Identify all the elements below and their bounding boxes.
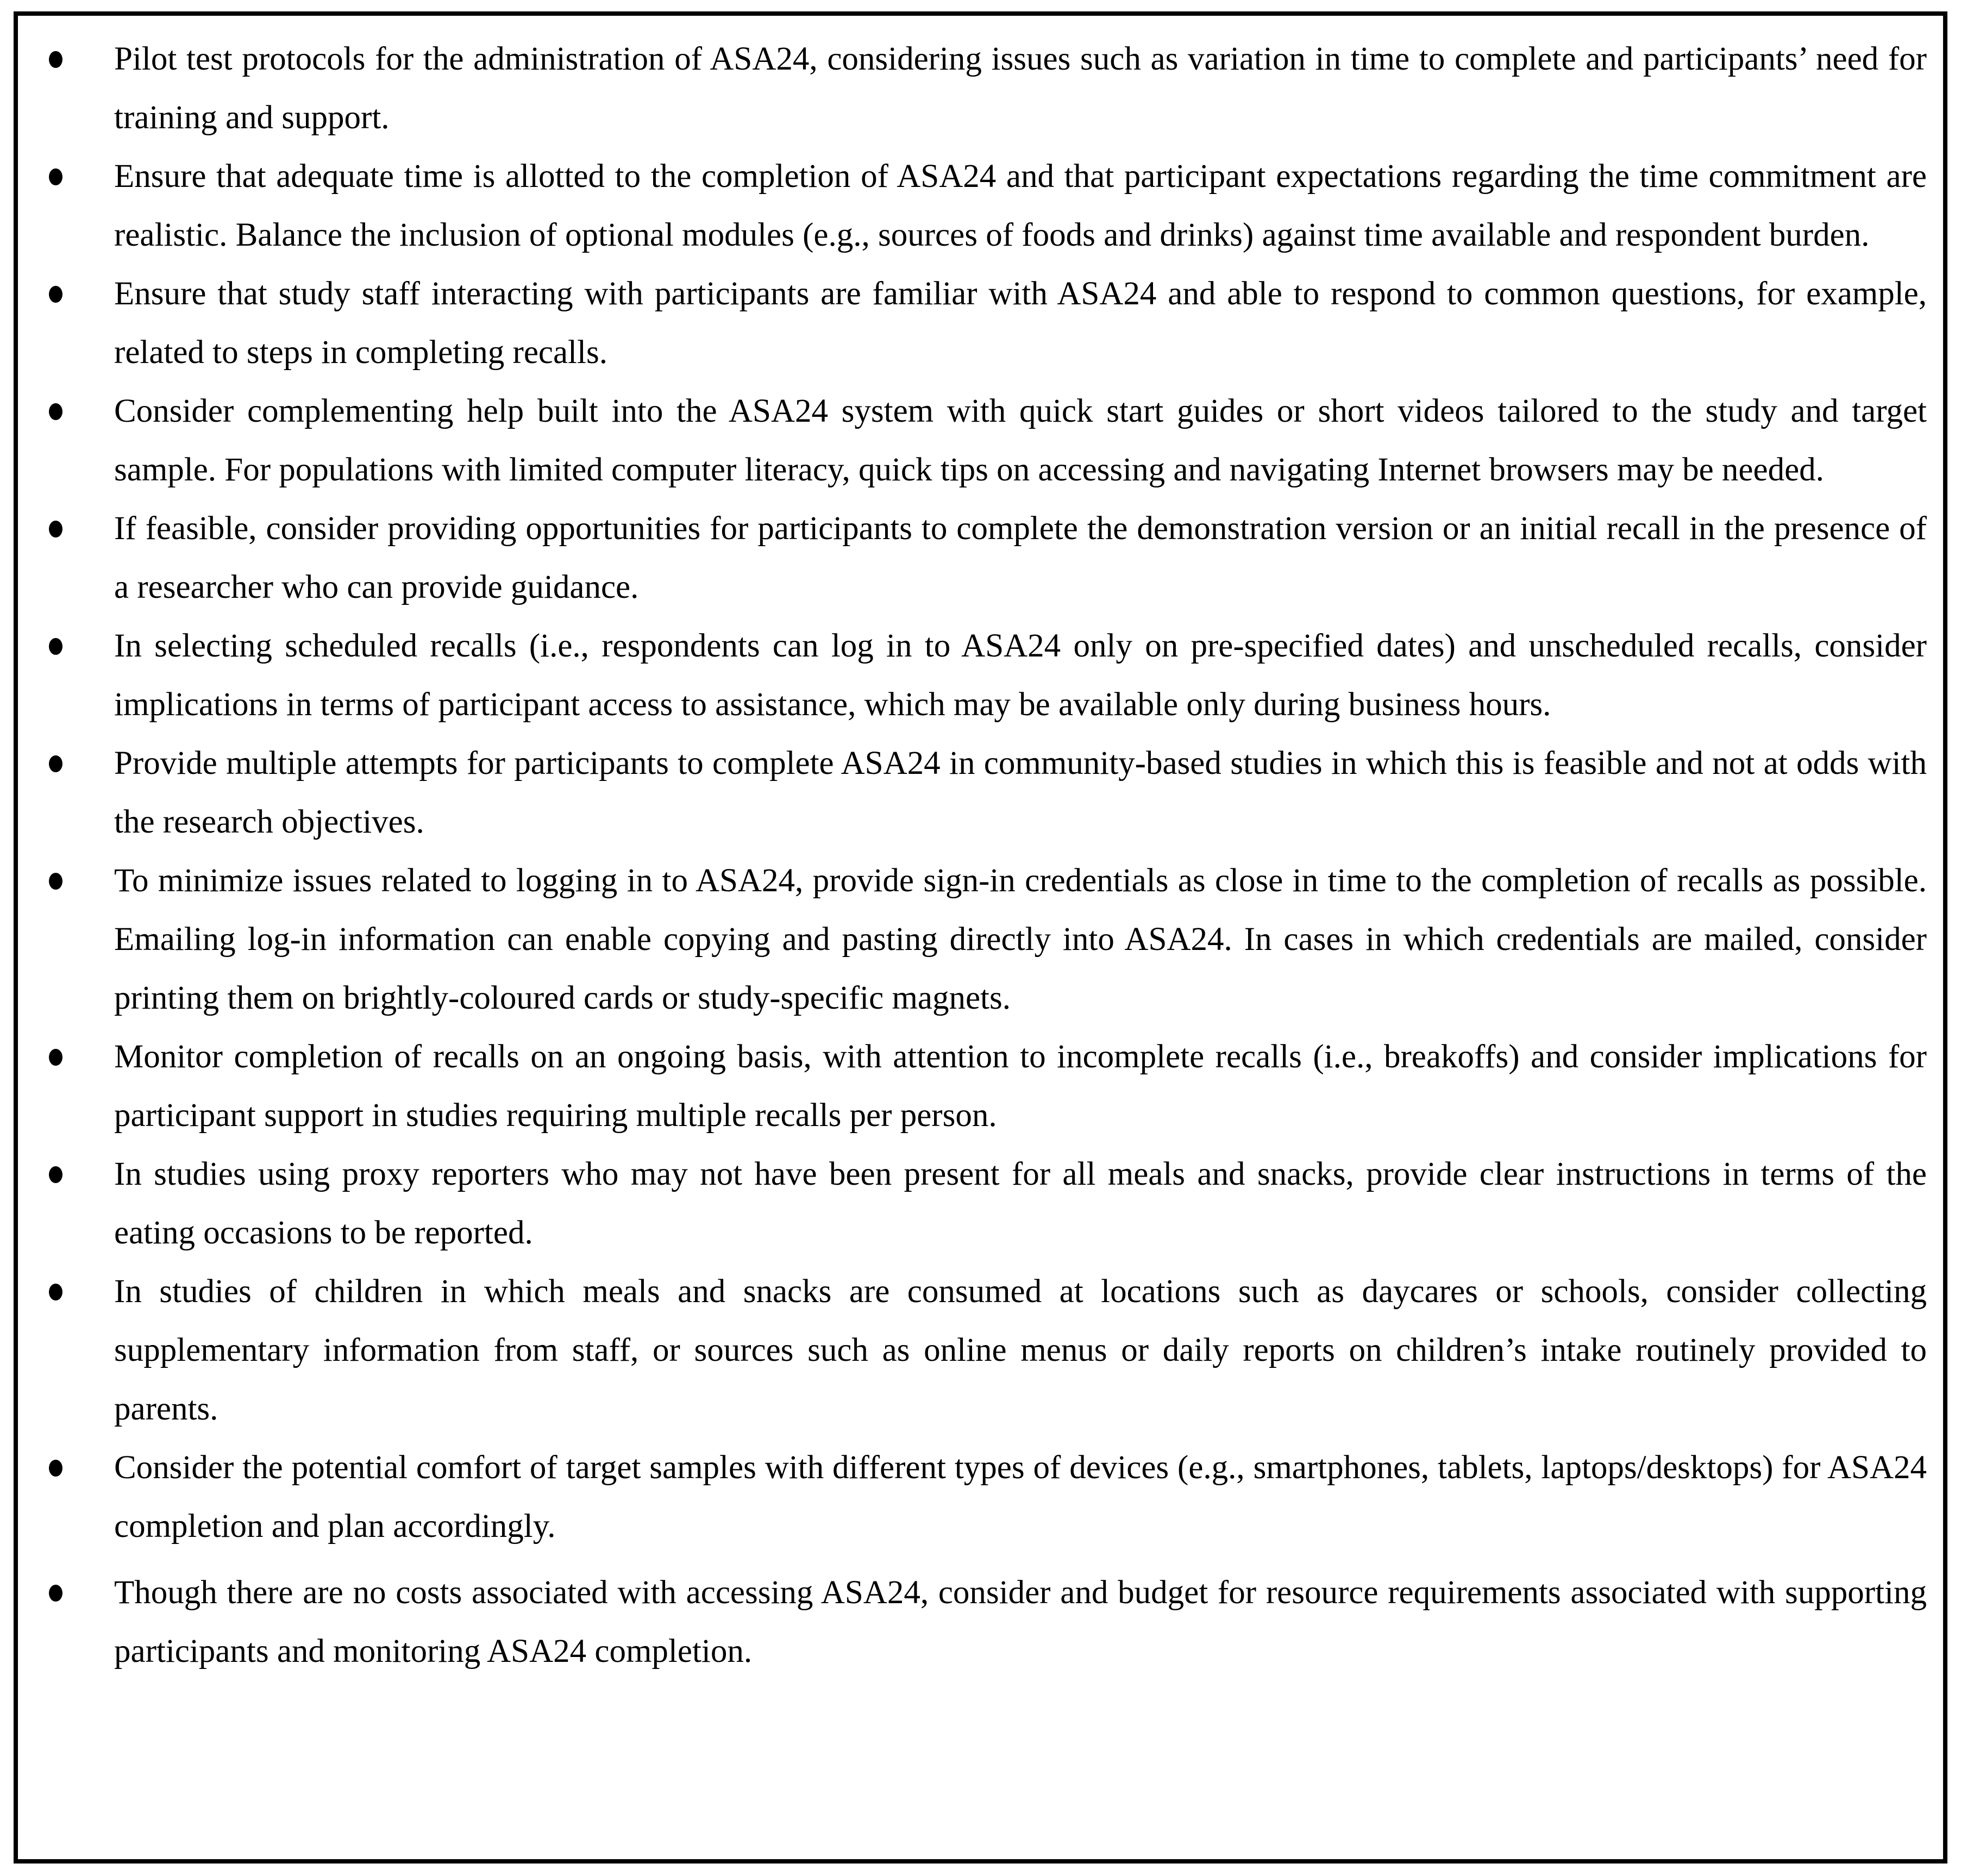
bullet-icon	[49, 1049, 62, 1066]
bullet-icon	[49, 168, 62, 185]
bullet-icon	[49, 1460, 62, 1477]
list-item	[18, 147, 1927, 265]
list-item	[18, 265, 1927, 382]
list-item	[18, 1145, 1927, 1262]
list-item-text: Consider complementing help built into the ASA24 system with quick start guides or short videos tailored to the study and target sample. For populations with limited computer literacy, quick tips on accessing and navigating Internet browsers may be needed.	[114, 393, 1927, 488]
bullet-icon	[49, 286, 62, 303]
bullet-icon	[49, 638, 62, 655]
list-item-text: Though there are no costs associated with accessing ASA24, consider and budget for resource requirements associated with supporting participants and monitoring ASA24 completion.	[114, 1574, 1927, 1669]
list-item	[18, 499, 1927, 617]
list-item	[18, 382, 1927, 499]
list-item-text: In studies of children in which meals and snacks are consumed at locations such as daycares or schools, consider collecting supplementary information from staff, or sources such as online menus or daily reports on children’s intake routinely provided to parents.	[114, 1273, 1927, 1427]
bullet-icon	[49, 1284, 62, 1300]
list-item-text: If feasible, consider providing opportunities for participants to complete the demonstration version or an initial recall in the presence of a researcher who can provide guidance.	[114, 510, 1927, 605]
bullet-icon	[49, 755, 62, 772]
list-item	[18, 1028, 1927, 1145]
bullet-icon	[49, 403, 62, 420]
list-item	[18, 30, 1927, 147]
bullet-icon	[49, 51, 62, 68]
list-item-text: Monitor completion of recalls on an ongoing basis, with attention to incomplete recalls (i.e., breakoffs) and consider implications for participant support in studies requiring multiple recalls per person.	[114, 1039, 1927, 1134]
bullet-list	[18, 30, 1927, 1681]
list-item	[18, 1262, 1927, 1439]
list-item-text: Provide multiple attempts for participants to complete ASA24 in community-based studies in which this is feasible and not at odds with the research objectives.	[114, 745, 1927, 840]
bullet-icon	[49, 1585, 62, 1602]
list-item-text: To minimize issues related to logging in to ASA24, provide sign-in credentials as close in time to the completion of recalls as possible. Emailing log-in information can enable copying and pasting directly into ASA24. In cases in which credentials are mailed, consider printing them on brightly-coloured cards or study-specific magnets.	[114, 862, 1927, 1016]
list-item-text: In studies using proxy reporters who may not have been present for all meals and snacks, provide clear instructions in terms of the eating occasions to be reported.	[114, 1156, 1927, 1251]
list-item-text: Pilot test protocols for the administration of ASA24, considering issues such as variation in time to complete and participants’ need for training and support.	[114, 41, 1927, 136]
list-item	[18, 852, 1927, 1028]
list-item	[18, 734, 1927, 852]
list-item	[18, 617, 1927, 734]
list-item	[18, 1439, 1927, 1556]
list-item-text: Ensure that study staff interacting with participants are familiar with ASA24 and able to respond to common questions, for example, related to steps in completing recalls.	[114, 276, 1927, 371]
list-item-text: In selecting scheduled recalls (i.e., respondents can log in to ASA24 only on pre-specified dates) and unscheduled recalls, consider implications in terms of participant access to assistance, which may be available only during business hours.	[114, 628, 1927, 723]
bullet-icon	[49, 1166, 62, 1183]
list-item-text: Ensure that adequate time is allotted to the completion of ASA24 and that participant expectations regarding the time commitment are realistic. Balance the inclusion of optional modules (e.g., sources of foods and drinks) against time available and respondent burden.	[114, 158, 1927, 253]
bordered-text-box	[14, 11, 1947, 1864]
list-item-text: Consider the potential comfort of target samples with different types of devices (e.g., smartphones, tablets, laptops/desktops) for ASA24 completion and plan accordingly.	[114, 1449, 1927, 1544]
bullet-icon	[49, 521, 62, 537]
list-item	[18, 1564, 1927, 1681]
bullet-icon	[49, 873, 62, 890]
